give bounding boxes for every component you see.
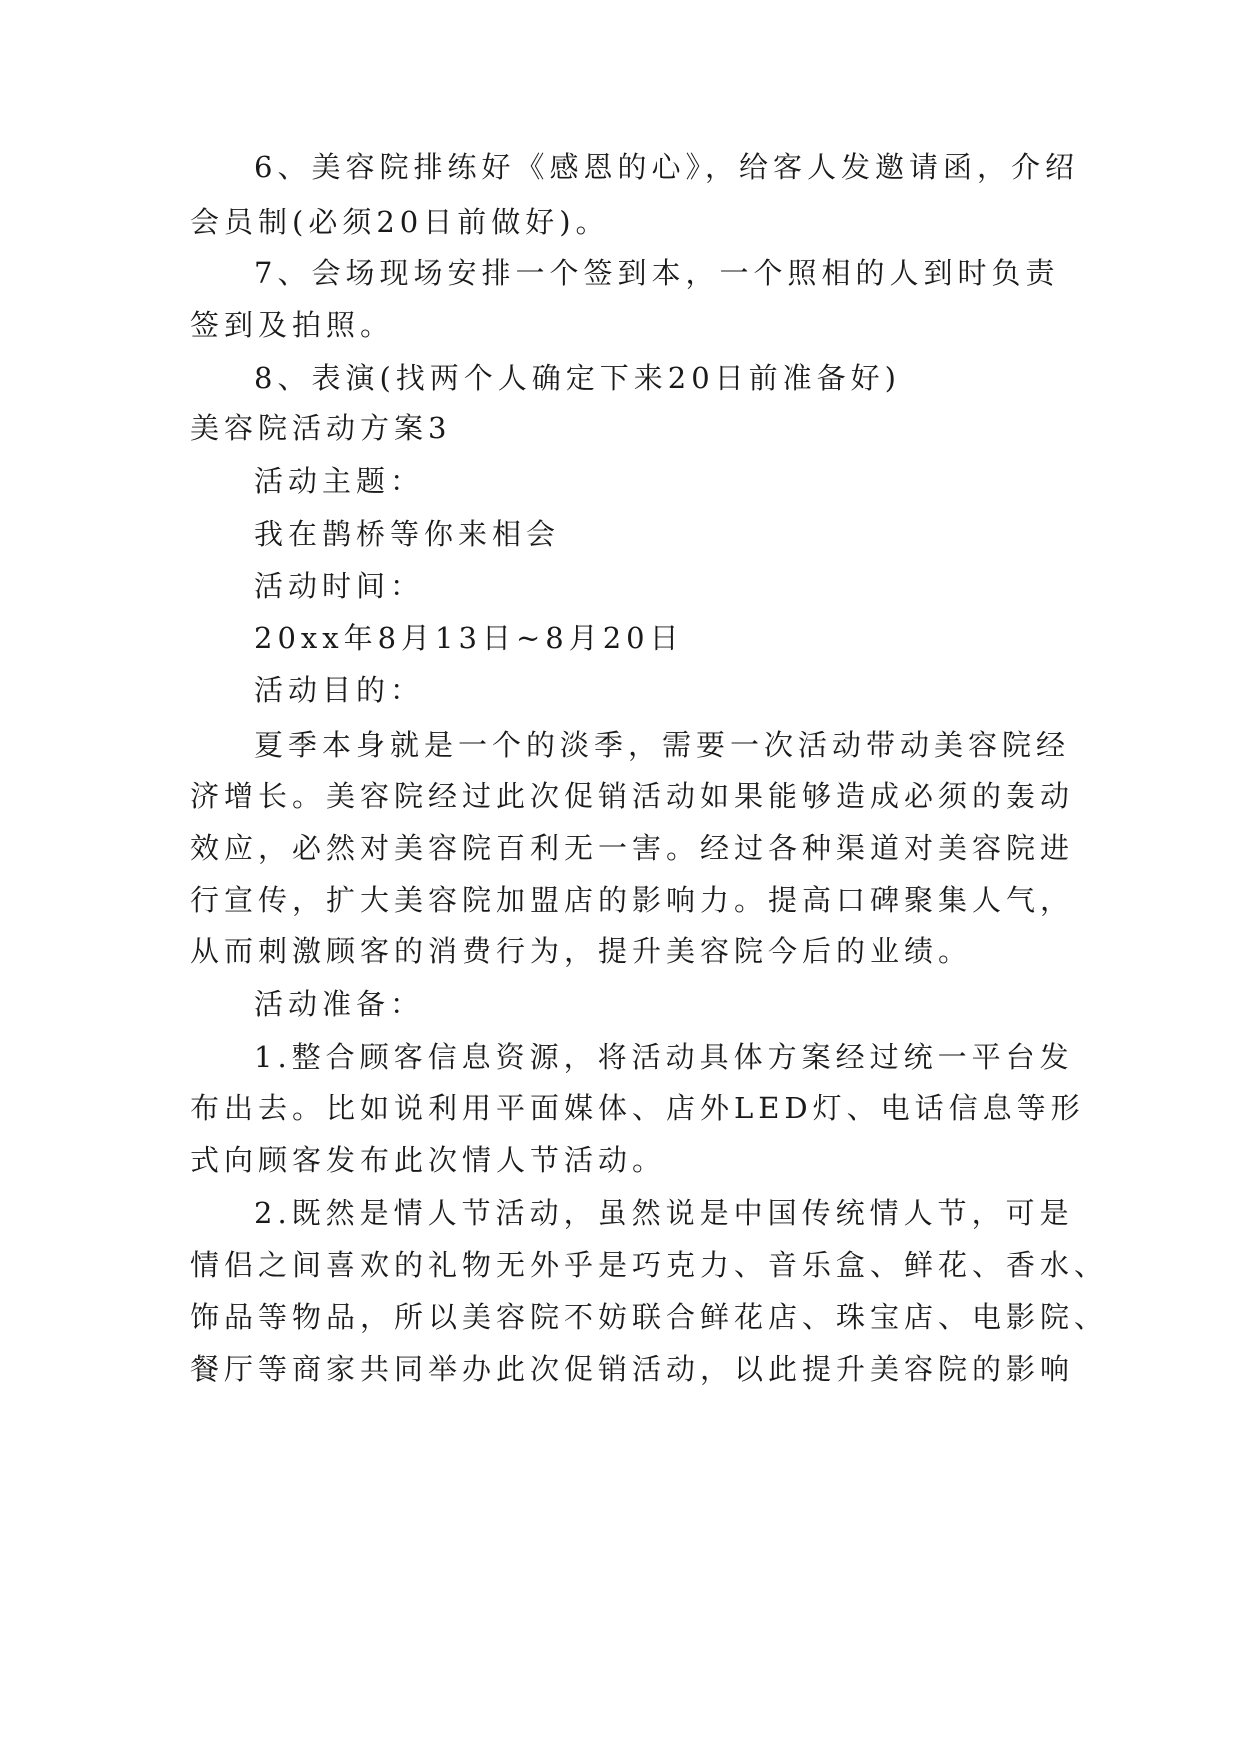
prep-1-line-1: 1.整合顾客信息资源，将活动具体方案经过统一平台发 <box>254 1040 1074 1074</box>
prep-1-line-3: 式向顾客发布此次情人节活动。 <box>190 1143 667 1177</box>
prep-2-line-4: 餐厅等商家共同举办此次促销活动，以此提升美容院的影响 <box>190 1352 1075 1386</box>
purpose-line-1: 夏季本身就是一个的淡季，需要一次活动带动美容院经 <box>254 728 1071 762</box>
prep-label: 活动准备： <box>254 987 425 1021</box>
purpose-line-5: 从而刺激顾客的消费行为，提升美容院今后的业绩。 <box>190 934 973 968</box>
time-label: 活动时间： <box>254 569 425 603</box>
theme-value: 我在鹊桥等你来相会 <box>254 517 561 551</box>
paragraph-6-line-1: 6、美容院排练好《感恩的心》，给客人发邀请函，介绍 <box>254 150 1079 184</box>
section-heading: 美容院活动方案3 <box>190 411 452 445</box>
purpose-label: 活动目的： <box>254 673 425 707</box>
prep-2-line-2: 情侣之间喜欢的礼物无外乎是巧克力、音乐盒、鲜花、香水、 <box>190 1248 1109 1282</box>
purpose-line-4: 行宣传，扩大美容院加盟店的影响力。提高口碑聚集人气， <box>190 883 1075 917</box>
prep-2-line-3: 饰品等物品，所以美容院不妨联合鲜花店、珠宝店、电影院、 <box>190 1300 1109 1334</box>
theme-label: 活动主题： <box>254 464 425 498</box>
paragraph-7-line-1: 7、会场现场安排一个签到本，一个照相的人到时负责 <box>254 256 1060 290</box>
paragraph-6-line-2: 会员制(必须20日前做好)。 <box>190 205 610 239</box>
paragraph-8: 8、表演(找两个人确定下来20日前准备好) <box>254 361 901 395</box>
paragraph-7-line-2: 签到及拍照。 <box>190 308 395 342</box>
prep-2-line-1: 2.既然是情人节活动，虽然说是中国传统情人节，可是 <box>254 1196 1074 1230</box>
purpose-line-2: 济增长。美容院经过此次促销活动如果能够造成必须的轰动 <box>190 779 1075 813</box>
time-value: 20xx年8月13日~8月20日 <box>254 621 684 655</box>
prep-1-line-2: 布出去。比如说利用平面媒体、店外LED灯、电话信息等形 <box>190 1091 1085 1125</box>
purpose-line-3: 效应，必然对美容院百利无一害。经过各种渠道对美容院进 <box>190 831 1075 865</box>
